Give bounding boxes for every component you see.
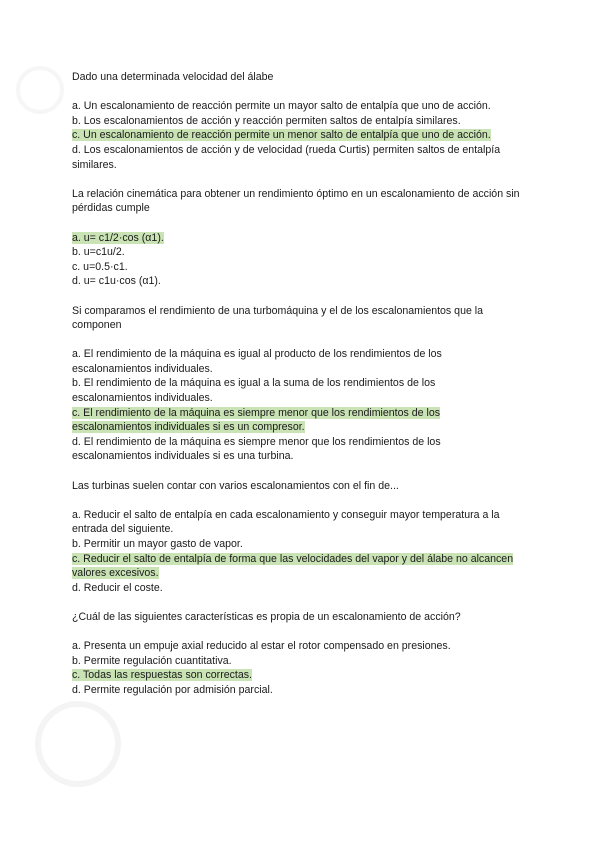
option-d <box>72 435 467 464</box>
option-d <box>72 581 522 596</box>
option-b <box>72 245 532 260</box>
question-block <box>72 304 532 465</box>
question-prompt: Dado una determinada velocidad del álabe <box>72 71 274 83</box>
option-text-highlighted: a. u= c1/2·cos (α1). <box>72 231 164 244</box>
option-d <box>72 683 532 698</box>
option-a <box>72 639 532 654</box>
option-c-correct <box>72 128 532 143</box>
option-b <box>72 537 522 552</box>
question-block <box>72 70 532 172</box>
question-block <box>72 610 532 698</box>
option-text: d. Permite regulación por admisión parcial. <box>72 683 273 696</box>
option-text: b. Permitir un mayor gasto de vapor. <box>72 538 243 550</box>
option-text: c. u=0.5·c1. <box>72 260 128 273</box>
option-a <box>72 347 467 376</box>
options-list <box>72 639 532 697</box>
option-text: b. El rendimiento de la máquina es igual a la suma de los rendimientos de los escalonamientos individuales. <box>72 377 436 405</box>
option-text: b. Los escalonamientos de acción y reacción permiten saltos de entalpía similares. <box>72 114 461 127</box>
option-text: a. El rendimiento de la máquina es igual al producto de los rendimientos de los escalonamientos individuales. <box>72 348 442 375</box>
quiz-content <box>72 70 532 698</box>
option-b <box>72 114 532 129</box>
option-c <box>72 260 532 275</box>
option-b <box>72 376 467 405</box>
question-prompt: La relación cinemática para obtener un rendimiento óptimo en un escalonamiento de acción sin pérdidas cumple <box>72 187 520 215</box>
option-text: a. Reducir el salto de entalpía en cada escalonamiento y conseguir mayor temperatura a la entrada del siguiente. <box>72 508 500 536</box>
options-list <box>72 231 532 289</box>
question-block <box>72 187 532 289</box>
question-prompt: ¿Cuál de las siguientes características es propia de un escalonamiento de acción? <box>72 610 461 623</box>
option-c-correct <box>72 406 467 435</box>
option-text: d. Los escalonamientos de acción y de velocidad (rueda Curtis) permiten saltos de entalpía similares. <box>72 143 501 171</box>
option-a <box>72 99 532 114</box>
option-d <box>72 143 527 172</box>
options-list <box>72 508 522 596</box>
option-text-highlighted: c. Un escalonamiento de reacción permite un menor salto de entalpía que uno de acción. <box>72 129 491 142</box>
option-text: d. El rendimiento de la máquina es siempre menor que los rendimientos de los escalonamientos individuales si es una turbina. <box>72 435 441 463</box>
options-list <box>72 99 532 172</box>
option-text-highlighted: c. Todas las respuestas son correctas. <box>72 669 252 682</box>
option-d <box>72 274 532 289</box>
option-text-highlighted: c. Reducir el salto de entalpía de forma que las velocidades del vapor y del álabe no alcancen valores excesivos. <box>72 552 514 580</box>
option-text: b. u=c1u/2. <box>72 246 125 259</box>
option-text: a. Presenta un empuje axial reducido al estar el rotor compensado en presiones. <box>72 640 451 653</box>
question-block <box>72 479 532 596</box>
option-c-correct <box>72 668 532 683</box>
option-text: b. Permite regulación cuantitativa. <box>72 654 232 667</box>
options-list <box>72 347 467 464</box>
option-a <box>72 508 522 537</box>
option-text: d. u= c1u·cos (α1). <box>72 275 161 288</box>
option-a-correct <box>72 231 532 246</box>
question-prompt: Si comparamos el rendimiento de una turbomáquina y el de los escalonamientos que la componen <box>72 304 484 332</box>
option-b <box>72 654 532 669</box>
option-text-highlighted: c. El rendimiento de la máquina es siempre menor que los rendimientos de los escalonamientos individuales si es un compresor. <box>72 406 441 434</box>
option-text: a. Un escalonamiento de reacción permite un mayor salto de entalpía que uno de acción. <box>72 100 491 113</box>
option-text: d. Reducir el coste. <box>72 581 163 594</box>
option-c-correct <box>72 552 522 581</box>
question-prompt: Las turbinas suelen contar con varios escalonamientos con el fin de... <box>72 479 399 492</box>
